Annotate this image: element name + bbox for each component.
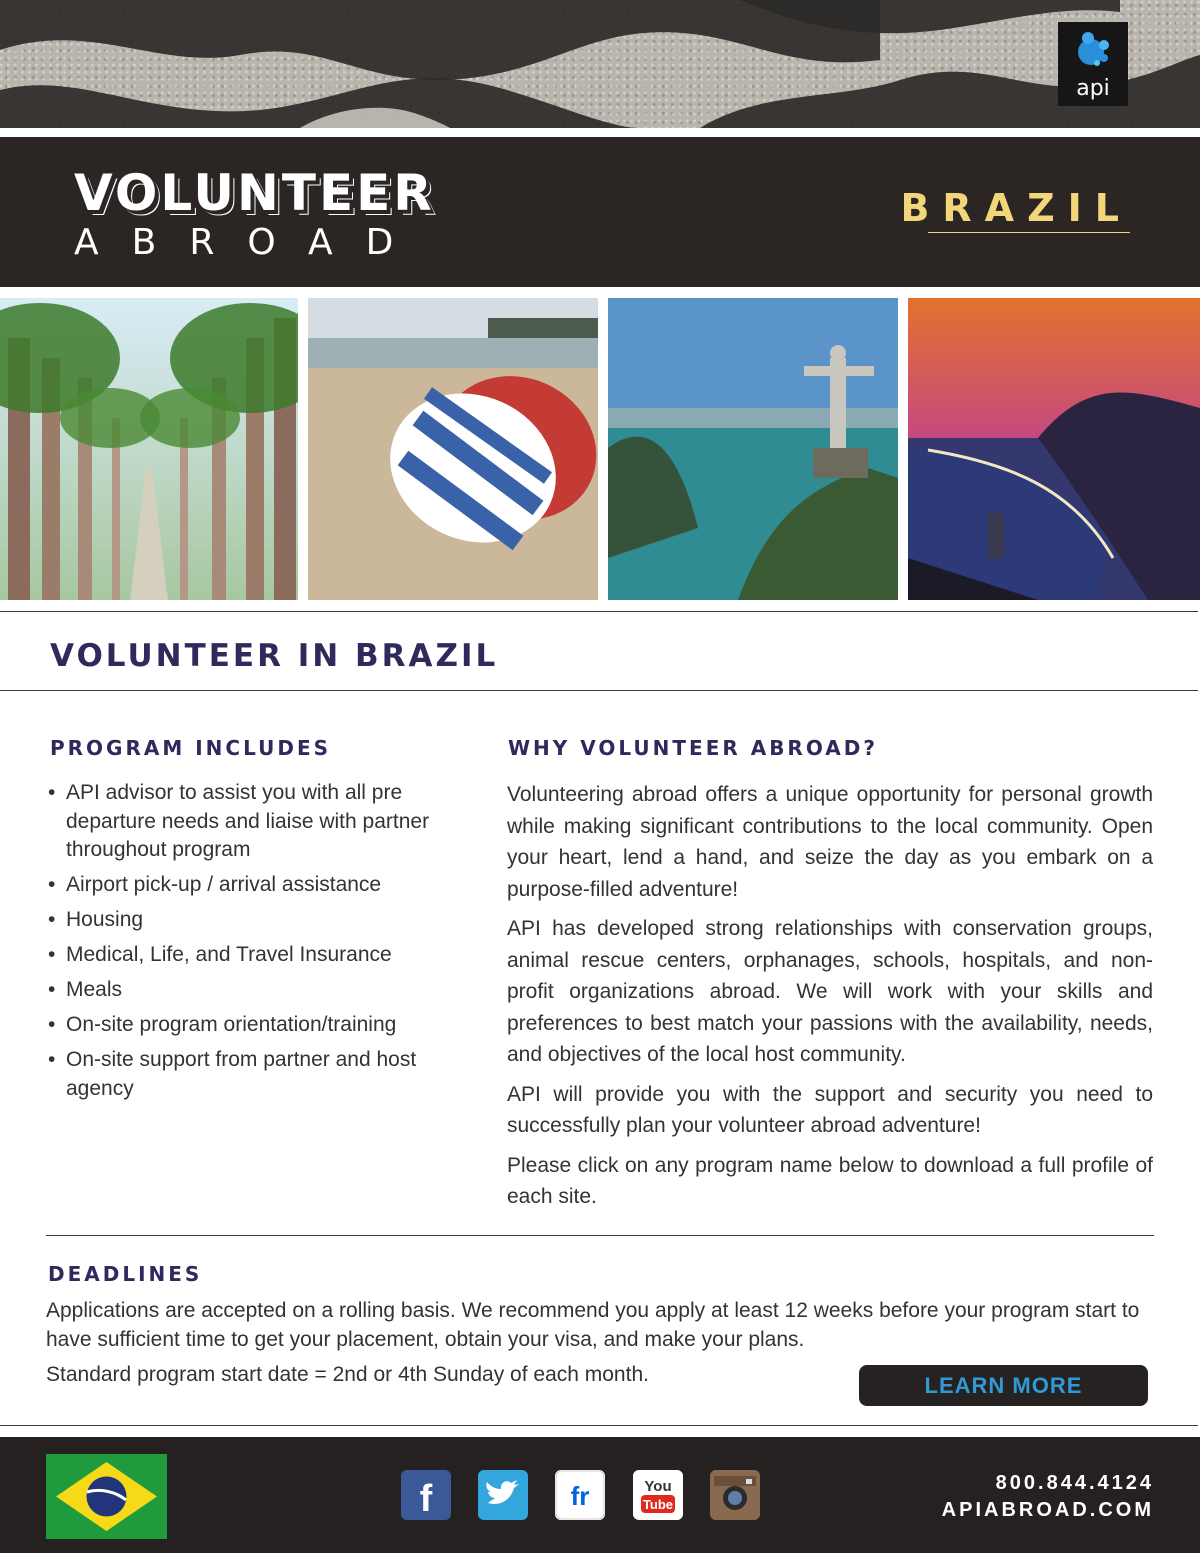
deadlines-text: Applications are accepted on a rolling basis. We recommend you apply at least 12 weeks before your program start to have sufficient time to get your placement, obtain your visa, and make your plans.	[46, 1299, 1140, 1351]
rule-top	[0, 611, 1198, 612]
why-paragraph: API will provide you with the support and security you need to successfully plan your volunteer abroad adventure!	[507, 1082, 1153, 1137]
why-text	[507, 779, 1153, 1221]
divider-strip	[0, 128, 1200, 137]
country-name: BRAZIL	[900, 186, 1132, 230]
list-item: • On-site program orientation/training	[48, 1011, 468, 1040]
includes-list	[48, 779, 468, 1110]
facebook-icon[interactable]	[401, 1470, 451, 1520]
photo-strip	[0, 298, 1200, 600]
twitter-icon[interactable]	[478, 1470, 528, 1520]
bubbles-icon	[1074, 30, 1114, 74]
header-band	[0, 137, 1200, 287]
start-date-text: Standard program start date = 2nd or 4th Sunday of each month.	[46, 1363, 649, 1386]
svg-text:Tube: Tube	[642, 1497, 674, 1512]
list-item: • Housing	[48, 906, 468, 935]
title-volunteer: VOLUNTEER	[74, 164, 435, 222]
list-item: • Meals	[48, 976, 468, 1005]
list-item: • Medical, Life, and Travel Insurance	[48, 941, 468, 970]
photo-copacabana	[908, 298, 1200, 600]
brazil-flag-icon	[46, 1454, 167, 1539]
svg-text:f: f	[419, 1478, 433, 1520]
section-title: VOLUNTEER IN BRAZIL	[50, 638, 499, 674]
photo-palm-avenue	[0, 298, 298, 600]
photo-christ-redeemer	[608, 298, 898, 600]
why-heading: WHY VOLUNTEER ABROAD?	[508, 736, 878, 760]
api-logo[interactable]	[1058, 22, 1128, 106]
list-item: • On-site support from partner and host agency	[48, 1046, 468, 1103]
deadlines-heading: DEADLINES	[48, 1262, 203, 1286]
rule-bottom	[0, 1425, 1198, 1426]
rule-deadlines	[46, 1235, 1154, 1236]
youtube-icon[interactable]	[633, 1470, 683, 1520]
flickr-icon[interactable]	[555, 1470, 605, 1520]
rule-under-title	[0, 690, 1198, 691]
svg-text:fr: fr	[570, 1481, 590, 1511]
title-abroad: ABROAD	[74, 222, 427, 263]
learn-more-button[interactable]: LEARN MORE	[859, 1365, 1148, 1406]
footer	[0, 1437, 1200, 1553]
logo-text: api	[1076, 76, 1110, 101]
list-item: • API advisor to assist you with all pre departure needs and liaise with partner throughout program	[48, 779, 468, 865]
svg-text:You: You	[644, 1478, 672, 1495]
instagram-icon[interactable]	[710, 1470, 760, 1520]
website-link[interactable]: APIABROAD.COM	[941, 1499, 1154, 1521]
photo-surfboards	[308, 298, 598, 600]
why-paragraph: Volunteering abroad offers a unique opportunity for personal growth while making significant contributions to the local community. Open your heart, lend a hand, and seize the day as you embark on a purpose-filled adventure!	[507, 783, 1153, 901]
phone-number[interactable]: 800.844.4124	[995, 1472, 1154, 1494]
why-paragraph: Please click on any program name below to download a full profile of each site.	[507, 1153, 1153, 1208]
includes-heading: PROGRAM INCLUDES	[50, 736, 332, 760]
why-paragraph: API has developed strong relationships with conservation groups, animal rescue centers, orphanages, schools, hospitals, and non-profit organizations abroad. We will work with your skills and preferences to best match your passions with the availability, needs, and objectives of the local host community.	[507, 917, 1153, 1066]
list-item: • Airport pick-up / arrival assistance	[48, 871, 468, 900]
mosaic-wave-pattern	[0, 0, 1200, 128]
country-underline	[928, 232, 1130, 233]
mosaic-banner	[0, 0, 1200, 128]
